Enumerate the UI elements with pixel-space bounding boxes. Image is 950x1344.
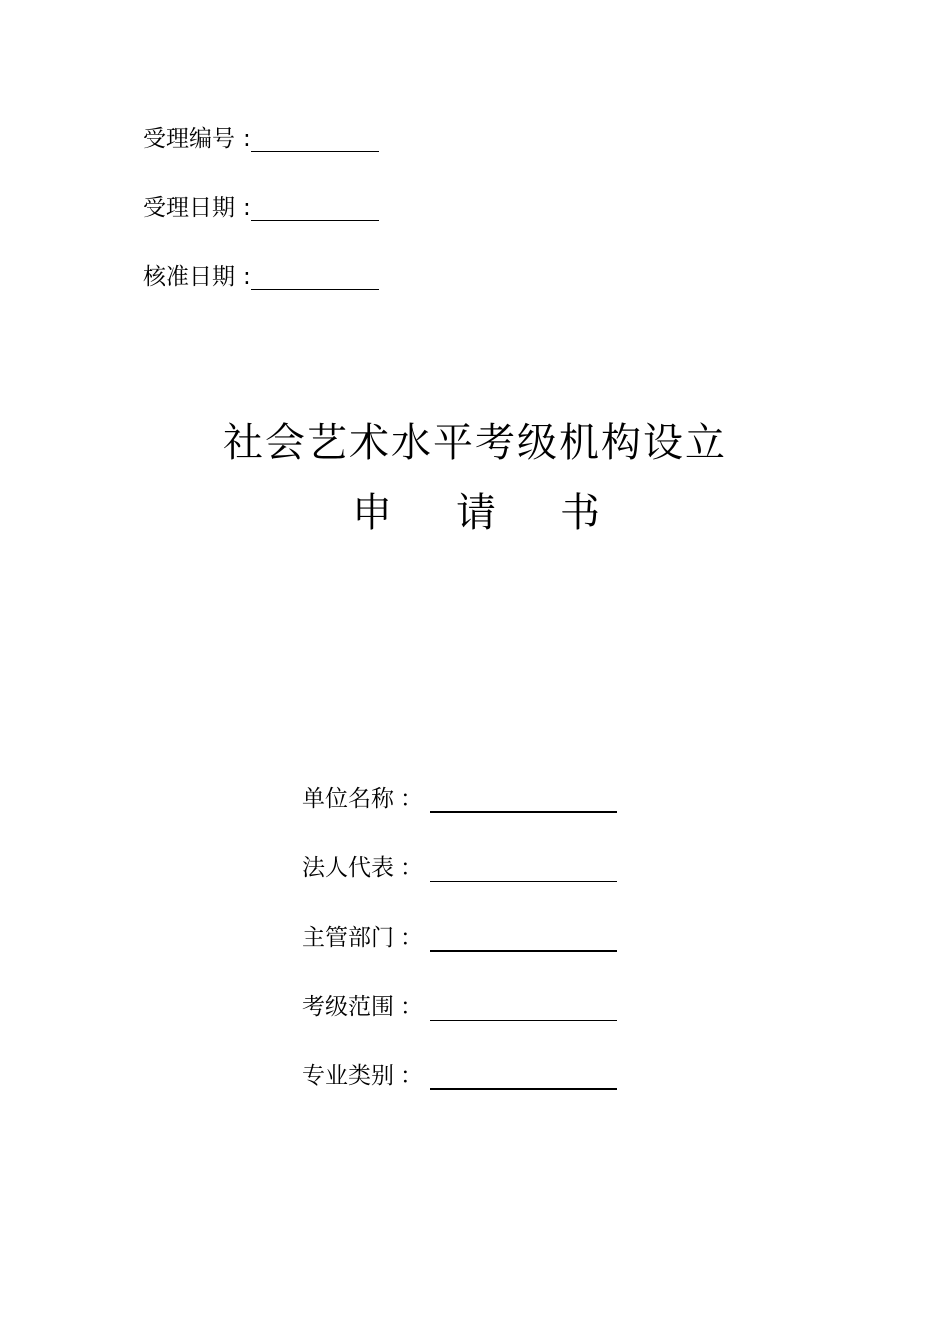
approval-date-blank[interactable] — [251, 289, 379, 290]
organization-name-field — [296, 784, 617, 814]
acceptance-date-colon: : — [243, 195, 251, 221]
specialty-category-label: 专业类别 — [302, 1063, 394, 1089]
subtitle-char-3: 书 — [560, 490, 600, 536]
specialty-category-colon: ： — [400, 1063, 423, 1089]
exam-scope-colon: ： — [400, 994, 423, 1020]
specialty-category-blank[interactable] — [430, 1088, 617, 1090]
organization-name-blank[interactable] — [430, 811, 617, 813]
legal-representative-field — [296, 853, 617, 883]
acceptance-number-blank[interactable] — [251, 151, 379, 152]
document-subtitle — [0, 488, 950, 538]
approval-date-field — [143, 262, 379, 292]
subtitle-char-1: 申 — [352, 490, 392, 536]
acceptance-number-field — [143, 124, 379, 154]
acceptance-date-label: 受理日期 — [143, 195, 235, 221]
acceptance-date-field — [143, 193, 379, 223]
document-title: 社会艺术水平考级机构设立 — [223, 420, 727, 466]
acceptance-number-colon: : — [243, 126, 251, 152]
acceptance-date-blank[interactable] — [251, 220, 379, 221]
organization-name-colon: ： — [400, 786, 423, 812]
supervising-department-field — [296, 923, 617, 953]
subtitle-char-2: 请 — [456, 490, 496, 536]
supervising-department-colon: ： — [400, 925, 423, 951]
supervising-department-blank[interactable] — [430, 950, 617, 952]
legal-representative-colon: ： — [400, 855, 423, 881]
supervising-department-label: 主管部门 — [302, 925, 394, 951]
exam-scope-blank[interactable] — [430, 1020, 617, 1021]
approval-date-label: 核准日期 — [143, 264, 235, 290]
legal-representative-label: 法人代表 — [302, 855, 394, 881]
specialty-category-field — [296, 1061, 617, 1091]
legal-representative-blank[interactable] — [430, 881, 617, 882]
approval-date-colon: : — [243, 264, 251, 290]
acceptance-number-label: 受理编号 — [143, 126, 235, 152]
exam-scope-label: 考级范围 — [302, 994, 394, 1020]
organization-name-label: 单位名称 — [302, 786, 394, 812]
exam-scope-field — [296, 992, 617, 1022]
